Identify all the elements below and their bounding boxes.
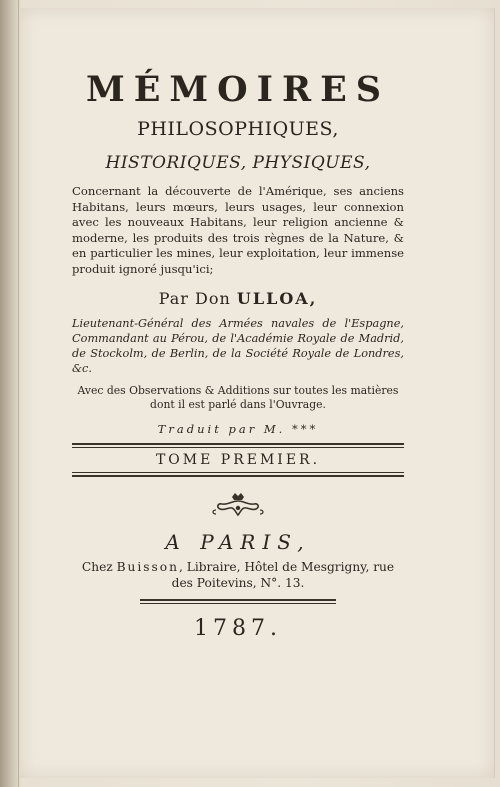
- publisher-line: [72, 559, 404, 591]
- publisher-name: Buisson: [116, 559, 179, 574]
- subtitle-secondary: HISTORIQUES, PHYSIQUES,: [105, 153, 371, 173]
- subtitle: PHILOSOPHIQUES,: [137, 118, 339, 140]
- publisher-prefix: Chez: [81, 559, 113, 574]
- title-page: [20, 8, 495, 778]
- publication-place: A PARIS,: [165, 529, 311, 554]
- publication-year: 1787.: [194, 615, 282, 641]
- author-line: [72, 288, 404, 310]
- volume-label: TOME PREMIER.: [155, 451, 321, 468]
- additions-note: Avec des Observations & Additions sur toutes les matières dont il est parlé dans l'Ouvrage.: [77, 383, 399, 411]
- publisher-address: , Libraire, Hôtel de Mesgrigny, rue des Poitevins, N°. 13.: [171, 559, 395, 590]
- imprint-rules: [140, 599, 336, 604]
- author-credentials: Lieutenant-Général des Armées navales de l'Espagne, Commandant au Pérou, de l'Académie Royale de Madrid, de Stockolm, de Berlin, de la Société Royale de Londres, &c.: [72, 316, 404, 375]
- rule-bottom: [72, 475, 404, 477]
- author-prefix: Par Don: [158, 288, 231, 308]
- translator-line: Traduit par M. ***: [157, 421, 319, 436]
- rule-top-thin: [72, 447, 404, 448]
- imprint-rule-bottom: [140, 603, 336, 604]
- fleuron-ornament-icon: [208, 491, 268, 519]
- title-page-content: [72, 70, 404, 642]
- description-paragraph: Concernant la découverte de l'Amérique, ses anciens Habitans, leurs mœurs, leurs usages, leur connexion avec les nouveaux Habitans, leur religion ancienne & moderne, les produits des trois règnes de la Nature, & en particulier les mines, leur exploitation, leur immense produit ignoré jusqu'ici;: [72, 184, 404, 276]
- volume-rules: [72, 443, 404, 477]
- author-name: ULLOA,: [236, 288, 318, 308]
- book-spine-edge: [0, 0, 19, 787]
- page-title: MÉMOIRES: [85, 69, 391, 110]
